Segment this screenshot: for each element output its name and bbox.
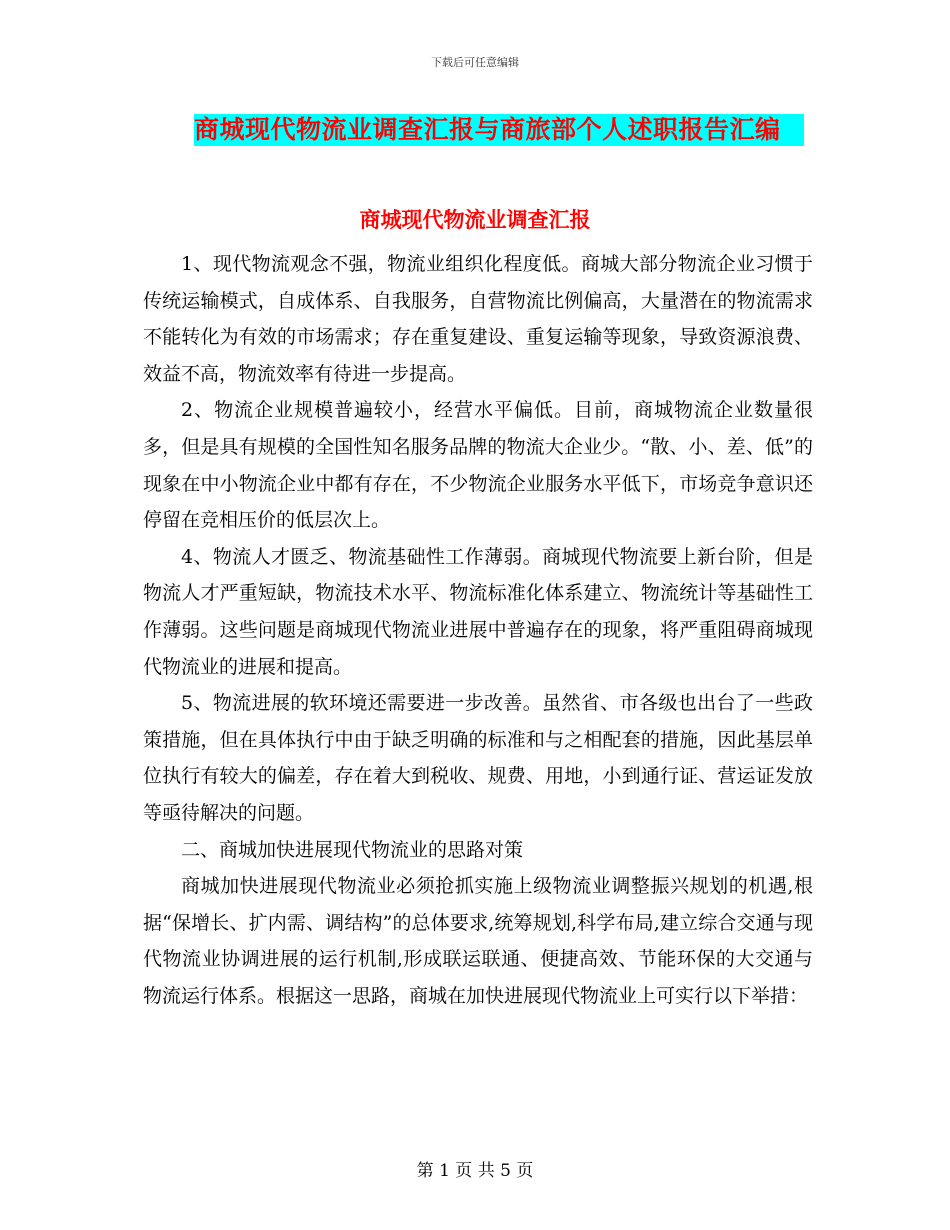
paragraph-strategy: 商城加快进展现代物流业必须抢抓实施上级物流业调整振兴规划的机遇,根据“保增长、扩内需、调结构”的总体要求,统筹规划,科学布局,建立综合交通与现代物流业协调进展的运行机制,形成联运联通、便捷高效、节能环保的大交通与物流运行体系。根据这一思路，商城在加快进展现代物流业上可实行以下举措： — [143, 875, 813, 1007]
document-title-highlight — [194, 114, 804, 146]
paragraph-2: 2、物流企业规模普遍较小，经营水平偏低。目前，商城物流企业数量很多，但是具有规模的全国性知名服务品牌的物流大企业少。“散、小、差、低”的现象在中小物流企业中都有存在，不少物流企业服务水平低下，市场竞争意识还停留在竞相压价的低层次上。 — [143, 399, 813, 532]
body-text — [143, 246, 813, 1014]
document-title: 商城现代物流业调查汇报与商旅部个人述职报告汇编 — [194, 115, 781, 144]
subheading-strategy: 二、商城加快进展现代物流业的思路对策 — [181, 838, 524, 861]
paragraph-4: 4、物流人才匮乏、物流基础性工作薄弱。商城现代物流要上新台阶，但是物流人才严重短缺，物流技术水平、物流标准化体系建立、物流统计等基础性工作薄弱。这些问题是商城现代物流业进展中普遍存在的现象，将严重阻碍商城现代物流业的进展和提高。 — [143, 545, 813, 678]
paragraph-5: 5、物流进展的软环境还需要进一步改善。虽然省、市各级也出台了一些政策措施，但在具体执行中由于缺乏明确的标准和与之相配套的措施，因此基层单位执行有较大的偏差，存在着大到税收、规费、用地，小到通行证、营运证发放等亟待解决的问题。 — [143, 692, 813, 824]
paragraph-1: 1、现代物流观念不强，物流业组织化程度低。商城大部分物流企业习惯于传统运输模式，自成体系、自我服务，自营物流比例偏高，大量潜在的物流需求不能转化为有效的市场需求；存在重复建设、重复运输等现象，导致资源浪费、效益不高，物流效率有待进一步提高。 — [143, 253, 813, 385]
section-title: 商城现代物流业调查汇报 — [359, 207, 591, 232]
page-footer: 第 1 页 共 5 页 — [416, 1161, 534, 1181]
header-note: 下载后可任意编辑 — [431, 56, 519, 69]
